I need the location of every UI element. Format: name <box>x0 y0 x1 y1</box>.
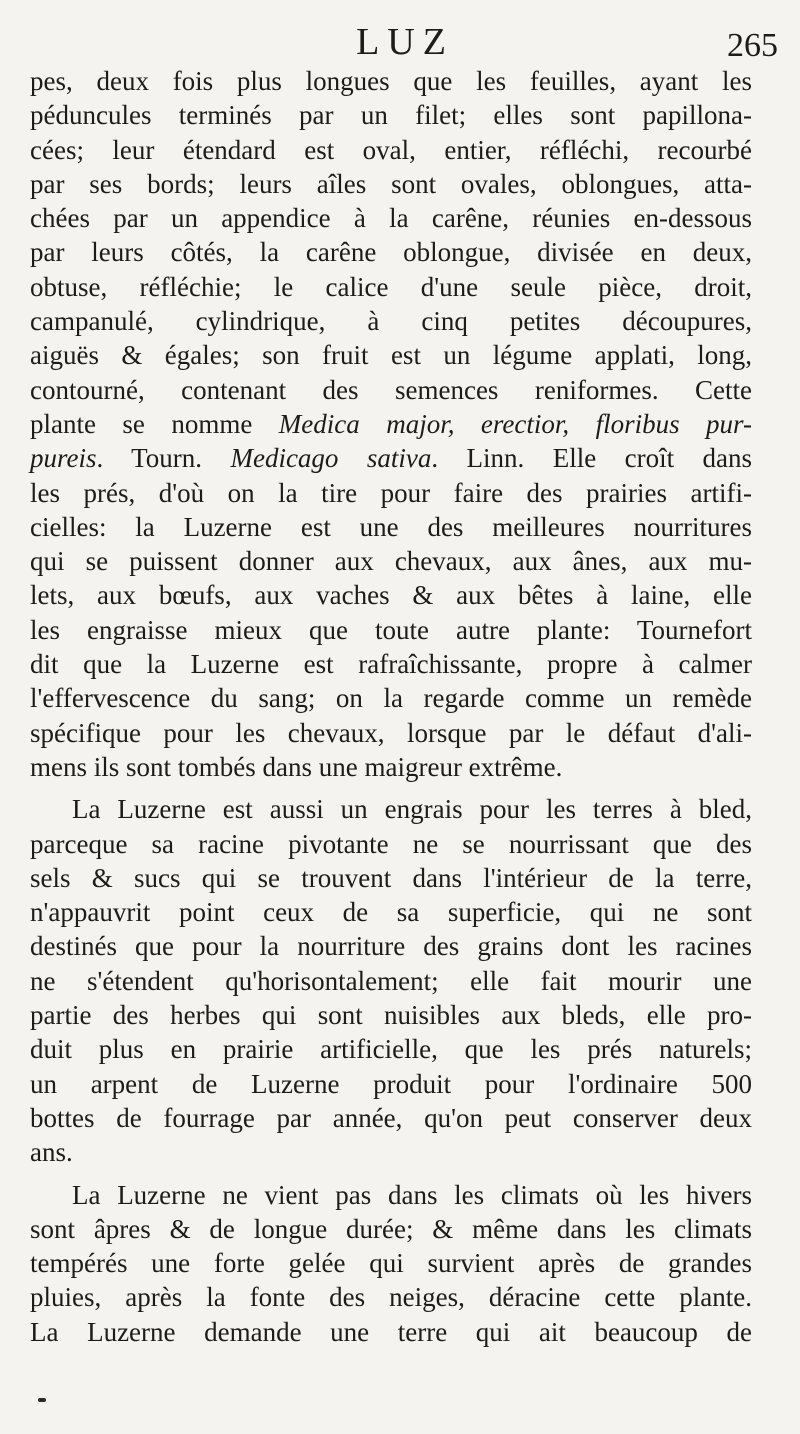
text-line: mens ils sont tombés dans une maigreur extrême. <box>30 751 563 782</box>
text-line: La Luzerne demande une terre qui ait beaucoup de <box>30 1316 752 1347</box>
text-line: par ses bords; leurs aîles sont ovales, oblongues, atta- <box>30 168 752 199</box>
paragraph-2 <box>30 792 752 1169</box>
botanical-name: Medica major, erectior, floribus pur- <box>278 408 753 439</box>
text-run: . Tourn. <box>96 443 231 474</box>
ink-mark <box>38 1398 46 1402</box>
text-run: plante se nomme <box>30 408 279 439</box>
page-number: 265 <box>727 27 778 64</box>
running-head: LUZ <box>356 21 454 63</box>
text-line: dit que la Luzerne est rafraîchissante, propre à calmer <box>30 649 752 680</box>
text-line: l'effervescence du sang; on la regarde comme un remède <box>30 683 752 714</box>
text-line: aiguës & égales; son fruit est un légume applati, long, <box>30 340 752 371</box>
text-line: pluies, après la fonte des neiges, déracine cette plante. <box>30 1282 752 1313</box>
text-line: duit plus en prairie artificielle, que les prés naturels; <box>30 1034 752 1065</box>
text-line <box>30 407 752 441</box>
text-line: lets, aux bœufs, aux vaches & aux bêtes à laine, elle <box>30 580 752 611</box>
text-line: La Luzerne ne vient pas dans les climats où les hivers <box>72 1179 752 1210</box>
paragraph-3 <box>30 1178 752 1349</box>
text-line: péduncules terminés par un filet; elles sont papillona- <box>30 100 752 131</box>
text-line: partie des herbes qui sont nuisibles aux bleds, elle pro- <box>30 1000 752 1031</box>
text-line: cées; leur étendard est oval, entier, réfléchi, recourbé <box>30 134 752 165</box>
text-run: . Linn. Elle croît dans <box>431 443 752 474</box>
text-line <box>30 441 752 475</box>
text-line: sont âpres & de longue durée; & même dans les climats <box>30 1213 752 1244</box>
text-line: bottes de fourrage par année, qu'on peut conserver deux <box>30 1102 752 1133</box>
text-line: campanulé, cylindrique, à cinq petites découpures, <box>30 306 752 337</box>
text-line: un arpent de Luzerne produit pour l'ordinaire 500 <box>30 1068 752 1099</box>
page-body <box>30 64 752 1349</box>
botanical-name: pureis <box>30 443 97 474</box>
text-line: parceque sa racine pivotante ne se nourrissant que des <box>30 828 752 859</box>
text-line: cielles: la Luzerne est une des meilleures nourritures <box>30 511 752 542</box>
text-line: spécifique pour les chevaux, lorsque par le défaut d'ali- <box>30 717 752 748</box>
botanical-name: Medicago sativa <box>230 443 432 474</box>
text-line: La Luzerne est aussi un engrais pour les terres à bled, <box>72 794 752 825</box>
text-line: pes, deux fois plus longues que les feuilles, ayant les <box>30 66 752 96</box>
text-line: n'appauvrit point ceux de sa superficie, qui ne sont <box>30 897 752 928</box>
text-line: ans. <box>30 1137 73 1168</box>
text-line: les engraisse mieux que toute autre plante: Tournefort <box>30 614 752 645</box>
text-line: qui se puissent donner aux chevaux, aux ânes, aux mu- <box>30 546 752 577</box>
page-header <box>30 18 780 68</box>
text-line: tempérés une forte gelée qui survient après de grandes <box>30 1248 752 1279</box>
text-line: destinés que pour la nourriture des grains dont les racines <box>30 931 752 962</box>
text-line: les prés, d'où on la tire pour faire des prairies artifi- <box>30 477 752 508</box>
text-line: par leurs côtés, la carêne oblongue, divisée en deux, <box>30 237 752 268</box>
text-line: ne s'étendent qu'horisontalement; elle fait mourir une <box>30 965 752 996</box>
text-line: sels & sucs qui se trouvent dans l'intérieur de la terre, <box>30 862 752 893</box>
text-line: obtuse, réfléchie; le calice d'une seule pièce, droit, <box>30 271 752 302</box>
text-line: chées par un appendice à la carêne, réunies en-dessous <box>30 203 752 234</box>
paragraph-1 <box>30 64 752 784</box>
text-line: contourné, contenant des semences reniformes. Cette <box>30 374 752 405</box>
